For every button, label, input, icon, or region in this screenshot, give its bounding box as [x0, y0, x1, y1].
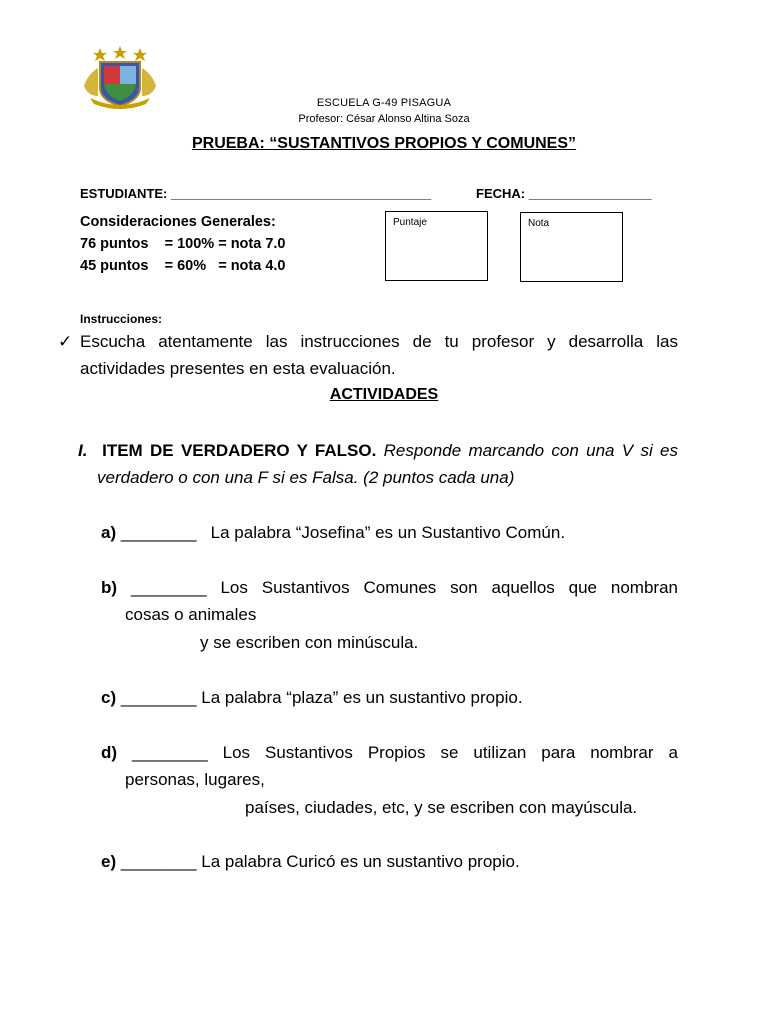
- instructions-text: Escucha atentamente las instrucciones de tu profesor y desarrolla las: [80, 332, 678, 351]
- question-text: países, ciudades, etc, y se escriben con mayúscula.: [245, 798, 638, 817]
- answer-blank[interactable]: ________: [120, 523, 197, 542]
- question-item: [101, 574, 678, 602]
- question-letter: d): [101, 743, 118, 762]
- answer-blank[interactable]: ________: [130, 578, 207, 597]
- student-field-label: ESTUDIANTE: ____________________________________: [80, 186, 432, 201]
- answer-blank[interactable]: ________: [120, 688, 197, 707]
- checkmark-icon: ✓: [58, 332, 73, 351]
- question-text: La palabra “plaza” es un sustantivo propio.: [201, 688, 523, 707]
- school-name: ESCUELA G-49 PISAGUA: [316, 97, 452, 109]
- teacher-name: Profesor: César Alonso Altina Soza: [298, 113, 470, 125]
- question-text: cosas o animales: [125, 605, 257, 624]
- activities-heading: ACTIVIDADES: [329, 386, 439, 403]
- considerations-line: 45 puntos = 60% = nota 4.0: [80, 258, 286, 274]
- considerations-heading: Consideraciones Generales:: [80, 214, 276, 230]
- question-item: [101, 739, 678, 767]
- section-title: ITEM DE VERDADERO Y FALSO.: [102, 441, 377, 460]
- question-letter: c): [101, 688, 117, 707]
- question-text: personas, lugares,: [125, 770, 265, 789]
- star-icon: [113, 46, 127, 59]
- question-letter: b): [101, 578, 118, 597]
- question-item: [101, 848, 520, 876]
- instructions-text: actividades presentes en esta evaluación.: [80, 359, 396, 378]
- question-letter: e): [101, 852, 117, 871]
- section-heading: [78, 437, 678, 465]
- question-text: La palabra “Josefina” es un Sustantivo Común.: [210, 523, 566, 542]
- score-box-label: Puntaje: [393, 217, 427, 228]
- instructions-label: Instrucciones:: [80, 312, 163, 326]
- question-text: La palabra Curicó es un sustantivo propio.: [201, 852, 520, 871]
- question-item: [101, 684, 523, 712]
- page-title: PRUEBA: “SUSTANTIVOS PROPIOS Y COMUNES”: [191, 135, 577, 152]
- question-text: y se escriben con minúscula.: [200, 633, 419, 652]
- section-instruction: Responde marcando con una V si es: [383, 441, 678, 460]
- grade-box[interactable]: [520, 212, 623, 282]
- section-instruction: verdadero o con una F si es Falsa. (2 puntos cada una): [97, 468, 515, 487]
- grade-box-label: Nota: [528, 218, 550, 229]
- answer-blank[interactable]: ________: [132, 743, 208, 762]
- question-item: [101, 519, 565, 547]
- answer-blank[interactable]: ________: [120, 852, 197, 871]
- star-icon: [93, 48, 107, 61]
- section-numeral: I.: [78, 441, 88, 460]
- considerations-line: 76 puntos = 100% = nota 7.0: [80, 236, 286, 252]
- question-text: Los Sustantivos Propios se utilizan para nombrar a: [222, 743, 678, 762]
- question-text: Los Sustantivos Comunes son aquellos que nombran: [220, 578, 678, 597]
- question-letter: a): [101, 523, 117, 542]
- date-field-label: FECHA: _________________: [476, 186, 652, 201]
- star-icon: [133, 48, 147, 61]
- score-box[interactable]: [385, 211, 488, 281]
